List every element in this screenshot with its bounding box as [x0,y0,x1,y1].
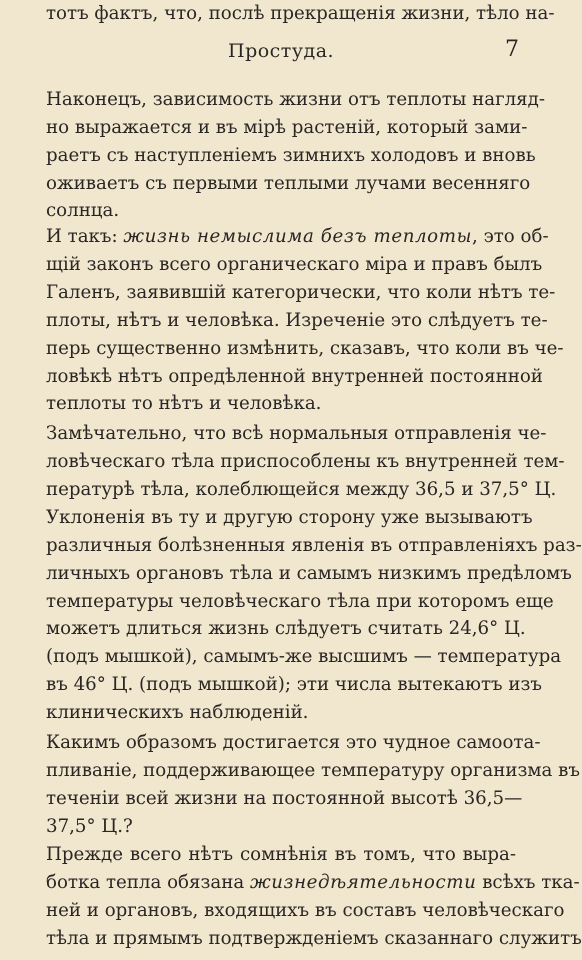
line-text: различныя болѣзненныя явленія въ отправленіяхъ раз- [46,535,582,556]
text-line [46,813,516,841]
text-line [46,170,531,198]
line-text: личныхъ органовъ тѣла и самымъ низкимъ предѣломъ [46,563,572,584]
line-text: щій законъ всего органическаго міра и правъ былъ [46,254,543,275]
line-text: И такъ: [46,226,124,247]
line-text: Наконецъ, зависимость жизни отъ теплоты нагляд- [46,89,545,110]
line-text: клиническихъ наблюденій. [46,702,309,723]
text-line [46,279,556,307]
text-line [46,476,557,504]
text-line [46,925,582,953]
line-text: температуры человѣческаго тѣла при которомъ еще [46,591,554,612]
line-text: 37,5° Ц.? [46,816,133,837]
text-line [46,785,523,813]
line-text: Уклоненія въ ту и другую сторону уже вызываютъ [46,507,533,528]
text-line [46,0,555,28]
text-line [46,560,572,588]
line-text: Замѣчательно, что всѣ нормальныя отправленія че- [46,423,547,444]
line-text: теплоты то нѣтъ и человѣка. [46,393,322,414]
line-text: ботка тепла обязана [46,872,250,893]
text-line [46,114,528,142]
text-line [46,197,516,225]
line-text: плоты, нѣтъ и человѣка. Изреченіе это слѣдуетъ те- [46,310,548,331]
line-text: ней и органовъ, входящихъ въ составъ человѣческаго [46,900,565,921]
text-line [46,643,562,671]
text-line [46,869,580,897]
line-text: въ 46° Ц. (подъ мышкой); эти числа вытекаютъ изъ [46,674,543,695]
text-line [46,671,543,699]
emphasis-text: жизнедѣятельности [249,872,477,893]
text-line [46,307,548,335]
line-text: перь существенно измѣнить, сказавъ, что коли въ че- [46,338,564,359]
text-line [46,251,543,279]
text-line [46,363,543,391]
line-text: но выражается и въ мірѣ растеній, который зами- [46,117,528,138]
line-text: пературѣ тѣла, колеблющейся между 36,5 и 37,5° Ц. [46,479,557,500]
line-text: оживаетъ съ первыми теплыми лучами весенняго [46,173,531,194]
line-text: теченіи всей жизни на постоянной высотѣ 36,5— [46,788,523,809]
text-line [46,142,536,170]
page-number: 7 [505,37,519,62]
text-line [46,86,545,114]
line-text: тотъ фактъ, что, послѣ прекращенія жизни, тѣло на- [46,3,555,24]
line-text: всѣхъ тка- [476,872,580,893]
text-line [46,223,549,251]
line-text: , это об- [472,226,549,247]
line-text: пливаніе, поддерживающее температуру организма въ [46,760,580,781]
line-text: ловѣкѣ нѣтъ опредѣленной внутренней постоянной [46,366,543,387]
line-text: раетъ съ наступленіемъ зимнихъ холодовъ и вновь [46,145,536,166]
text-line [46,757,580,785]
line-text: тѣла и прямымъ подтвержденіемъ сказаннаго служитъ [46,928,582,949]
text-line [46,390,516,418]
line-text: Прежде всего нѣтъ сомнѣнія въ томъ, что выра- [46,844,516,865]
text-line [46,841,516,869]
text-line [46,588,554,616]
text-line [46,532,582,560]
line-text: солнца. [46,200,120,221]
text-line [46,897,565,925]
line-text: Галенъ, заявившій категорически, что коли нѣтъ те- [46,282,556,303]
line-text: можетъ длиться жизнь слѣдуетъ считать 24,6° Ц. [46,618,526,639]
text-line [46,729,541,757]
text-line [46,504,533,532]
line-text: (подъ мышкой), самымъ-же высшимъ — температура [46,646,562,667]
line-text: ловѣческаго тѣла приспособлены къ внутренней тем- [46,451,565,472]
text-line [46,615,526,643]
emphasis-text: жизнь немыслима безъ теплоты [123,226,472,247]
text-line [46,448,565,476]
running-title: Простуда. [228,40,335,62]
line-text: Какимъ образомъ достигается это чудное самоота- [46,732,541,753]
text-line [46,420,547,448]
text-line [46,335,564,363]
text-line [46,699,516,727]
